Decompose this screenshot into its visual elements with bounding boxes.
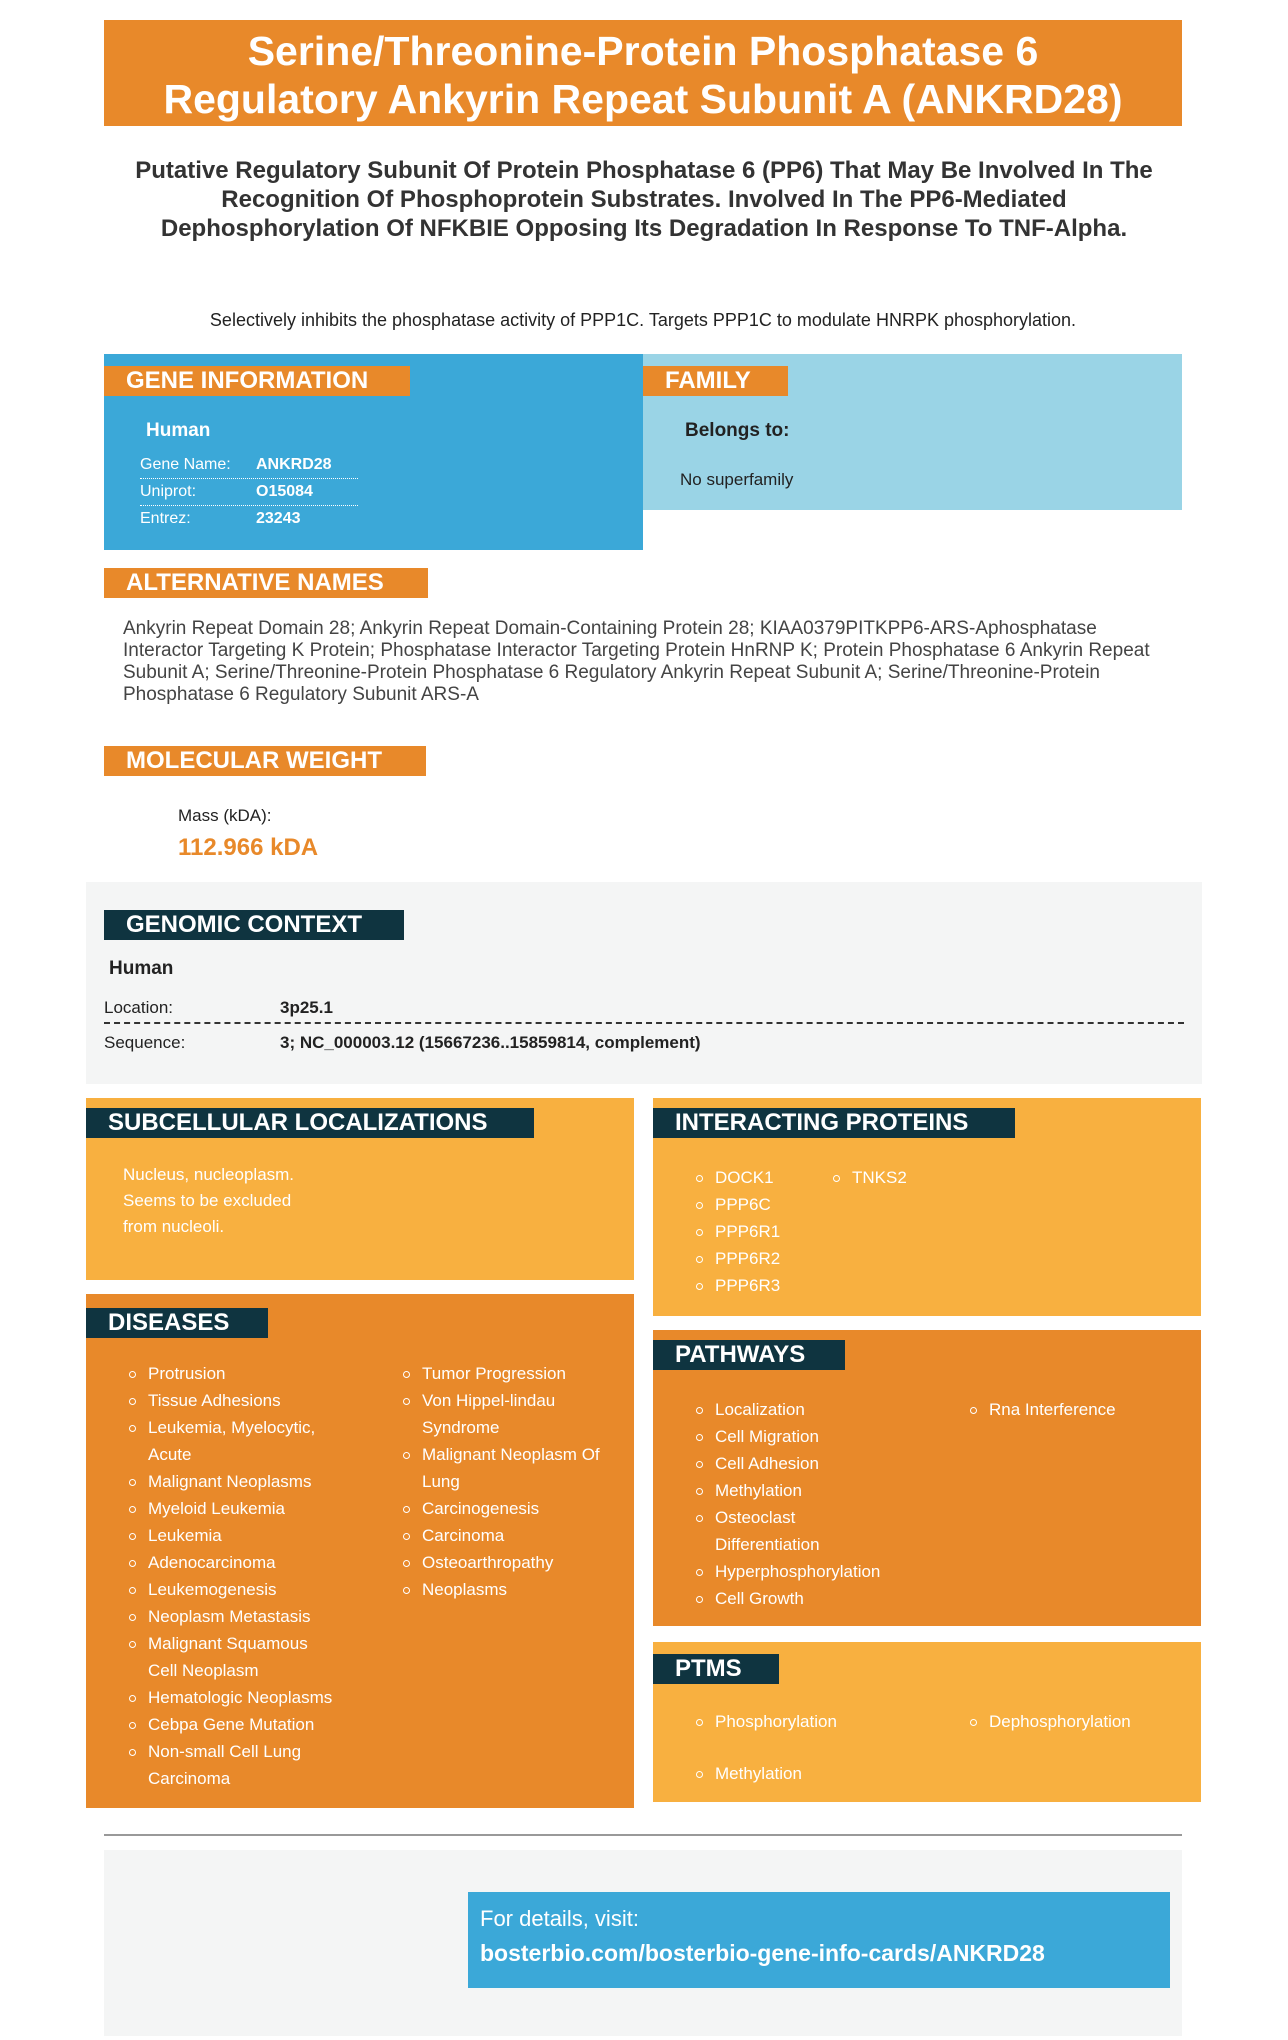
diseases-list-1: [128, 1360, 332, 1792]
list-item: Von Hippel-lindau: [402, 1387, 600, 1414]
interacting-proteins-list-1: [695, 1164, 780, 1299]
diseases-panel: [86, 1294, 634, 1808]
list-item: Tumor Progression: [402, 1360, 600, 1387]
entrez-row: [140, 506, 358, 532]
list-item: Dephosphorylation: [969, 1708, 1131, 1735]
details-url-link[interactable]: bosterbio.com/bosterbio-gene-info-cards/ANKRD28: [480, 1940, 1045, 1966]
title-line-1: Serine/Threonine-Protein Phosphatase 6: [247, 28, 1039, 74]
ptms-list-2: [969, 1708, 1131, 1735]
function-summary: Putative Regulatory Subunit Of Protein Phosphatase 6 (PP6) That May Be Involved In The Recognition Of Phosphoprotein Substrates. Involved In The PP6-Mediated Dephosphorylation Of NFKBIE Opposing Its Degradation In Response To TNF-Alpha.: [135, 157, 1153, 242]
list-item: Leukemogenesis: [128, 1576, 332, 1603]
list-item: Methylation: [695, 1760, 837, 1787]
diseases-list-2: [402, 1360, 600, 1603]
pathways-list-2: [969, 1396, 1116, 1423]
details-link-box[interactable]: [468, 1892, 1170, 1988]
list-item: Osteoarthropathy: [402, 1549, 600, 1576]
family-heading: FAMILY: [643, 366, 788, 396]
page-title: [104, 20, 1182, 126]
list-item: Non-small Cell Lung: [128, 1738, 332, 1765]
alternative-names-heading: ALTERNATIVE NAMES: [104, 568, 428, 598]
list-item: Carcinoma: [402, 1522, 600, 1549]
list-item: DOCK1: [695, 1164, 780, 1191]
list-item: Carcinoma: [148, 1769, 231, 1788]
gene-name-label: Gene Name:: [140, 456, 231, 473]
subcellular-text: [123, 1162, 294, 1240]
list-item: Leukemia, Myelocytic,: [128, 1414, 332, 1441]
gene-species: Human: [146, 420, 211, 441]
diseases-heading: DISEASES: [86, 1308, 268, 1338]
list-item: Cell Adhesion: [695, 1450, 880, 1477]
list-item: Osteoclast: [695, 1504, 880, 1531]
list-item: Myeloid Leukemia: [128, 1495, 332, 1522]
subcellular-line-2: Seems to be excluded: [123, 1191, 292, 1210]
list-item: Rna Interference: [969, 1396, 1116, 1423]
genomic-species: Human: [109, 958, 174, 979]
list-item: Adenocarcinoma: [128, 1549, 332, 1576]
entrez-value: 23243: [256, 510, 301, 527]
footer-divider: [104, 1834, 1182, 1836]
list-item: PPP6R2: [695, 1245, 780, 1272]
list-item: Cebpa Gene Mutation: [128, 1711, 332, 1738]
entrez-label: Entrez:: [140, 510, 191, 527]
list-item: Cell Growth: [695, 1585, 880, 1612]
interacting-proteins-list-2: [832, 1164, 907, 1191]
uniprot-row: [140, 479, 358, 506]
subcellular-panel: [86, 1098, 634, 1280]
family-value: No superfamily: [680, 470, 794, 489]
list-item: Differentiation: [715, 1535, 820, 1554]
subcellular-line-1: Nucleus, nucleoplasm.: [123, 1165, 295, 1184]
sequence-value: 3; NC_000003.12 (15667236..15859814, complement): [280, 1033, 701, 1052]
function-description: Selectively inhibits the phosphatase activity of PPP1C. Targets PPP1C to modulate HNRPK phosphorylation.: [209, 310, 1077, 330]
molecular-weight-heading: MOLECULAR WEIGHT: [104, 746, 426, 776]
uniprot-value: O15084: [256, 483, 313, 500]
location-row: [104, 994, 1184, 1024]
sequence-row: [104, 1030, 1184, 1060]
mass-value: 112.966 kDA: [178, 834, 319, 861]
ptms-heading: PTMS: [653, 1654, 779, 1684]
list-item: Phosphorylation: [695, 1708, 837, 1735]
subcellular-heading: SUBCELLULAR LOCALIZATIONS: [86, 1108, 534, 1138]
list-item: Hyperphosphorylation: [695, 1558, 880, 1585]
sequence-label: Sequence:: [104, 1033, 186, 1052]
title-line-2: Regulatory Ankyrin Repeat Subunit A (ANKRD28): [163, 76, 1123, 122]
list-item: Cell Migration: [695, 1423, 880, 1450]
genomic-context-heading: GENOMIC CONTEXT: [104, 910, 404, 940]
gene-information-panel: [104, 354, 643, 550]
location-label: Location:: [104, 998, 173, 1017]
details-label: For details, visit:: [480, 1906, 639, 1931]
genomic-context-panel: [86, 882, 1202, 1084]
list-item: PPP6C: [695, 1191, 780, 1218]
uniprot-label: Uniprot:: [140, 483, 197, 500]
mass-label: Mass (kDA):: [178, 806, 272, 825]
list-item: Neoplasms: [402, 1576, 600, 1603]
list-item: Protrusion: [128, 1360, 332, 1387]
family-belongs-label: Belongs to:: [685, 420, 790, 441]
list-item: Leukemia: [128, 1522, 332, 1549]
pathways-heading: PATHWAYS: [653, 1340, 845, 1370]
ptms-panel: [653, 1642, 1201, 1802]
ptms-list-1: [695, 1708, 837, 1787]
list-item: Tissue Adhesions: [128, 1387, 332, 1414]
list-item: TNKS2: [832, 1164, 907, 1191]
list-item: Neoplasm Metastasis: [128, 1603, 332, 1630]
gene-name-row: [140, 452, 358, 479]
alternative-names-text: Ankyrin Repeat Domain 28; Ankyrin Repeat Domain-Containing Protein 28; KIAA0379PITKPP6-ARS-Aphosphatase Interactor Targeting K Protein; Phosphatase Interactor Targeting Protein HnRNP K; Protein Phosphatase 6 Ankyrin Repeat Subunit A; Serine/Threonine-Protein Phosphatase 6 Regulatory Ankyrin Repeat Subunit A; Serine/Threonine-Protein Phosphatase 6 Regulatory Subunit ARS-A: [123, 618, 1150, 705]
list-item: Malignant Squamous: [128, 1630, 332, 1657]
list-item: Acute: [148, 1445, 192, 1464]
pathways-list-1: [695, 1396, 880, 1612]
list-item: Cell Neoplasm: [148, 1661, 259, 1680]
list-item: Malignant Neoplasm Of: [402, 1441, 600, 1468]
interacting-proteins-panel: [653, 1098, 1201, 1316]
list-item: PPP6R1: [695, 1218, 780, 1245]
subcellular-line-3: from nucleoli.: [123, 1217, 225, 1236]
gene-name-value: ANKRD28: [256, 456, 332, 473]
list-item: Syndrome: [422, 1418, 500, 1437]
list-item: Methylation: [695, 1477, 880, 1504]
location-value: 3p25.1: [280, 998, 333, 1017]
list-item: Lung: [422, 1472, 460, 1491]
interacting-proteins-heading: INTERACTING PROTEINS: [653, 1108, 1015, 1138]
gene-information-heading: GENE INFORMATION: [104, 366, 410, 396]
gene-info-table: [140, 452, 358, 532]
list-item: Localization: [695, 1396, 880, 1423]
pathways-panel: [653, 1330, 1201, 1626]
list-item: Hematologic Neoplasms: [128, 1684, 332, 1711]
family-panel: [643, 354, 1182, 510]
list-item: Malignant Neoplasms: [128, 1468, 332, 1495]
list-item: PPP6R3: [695, 1272, 780, 1299]
list-item: Carcinogenesis: [402, 1495, 600, 1522]
